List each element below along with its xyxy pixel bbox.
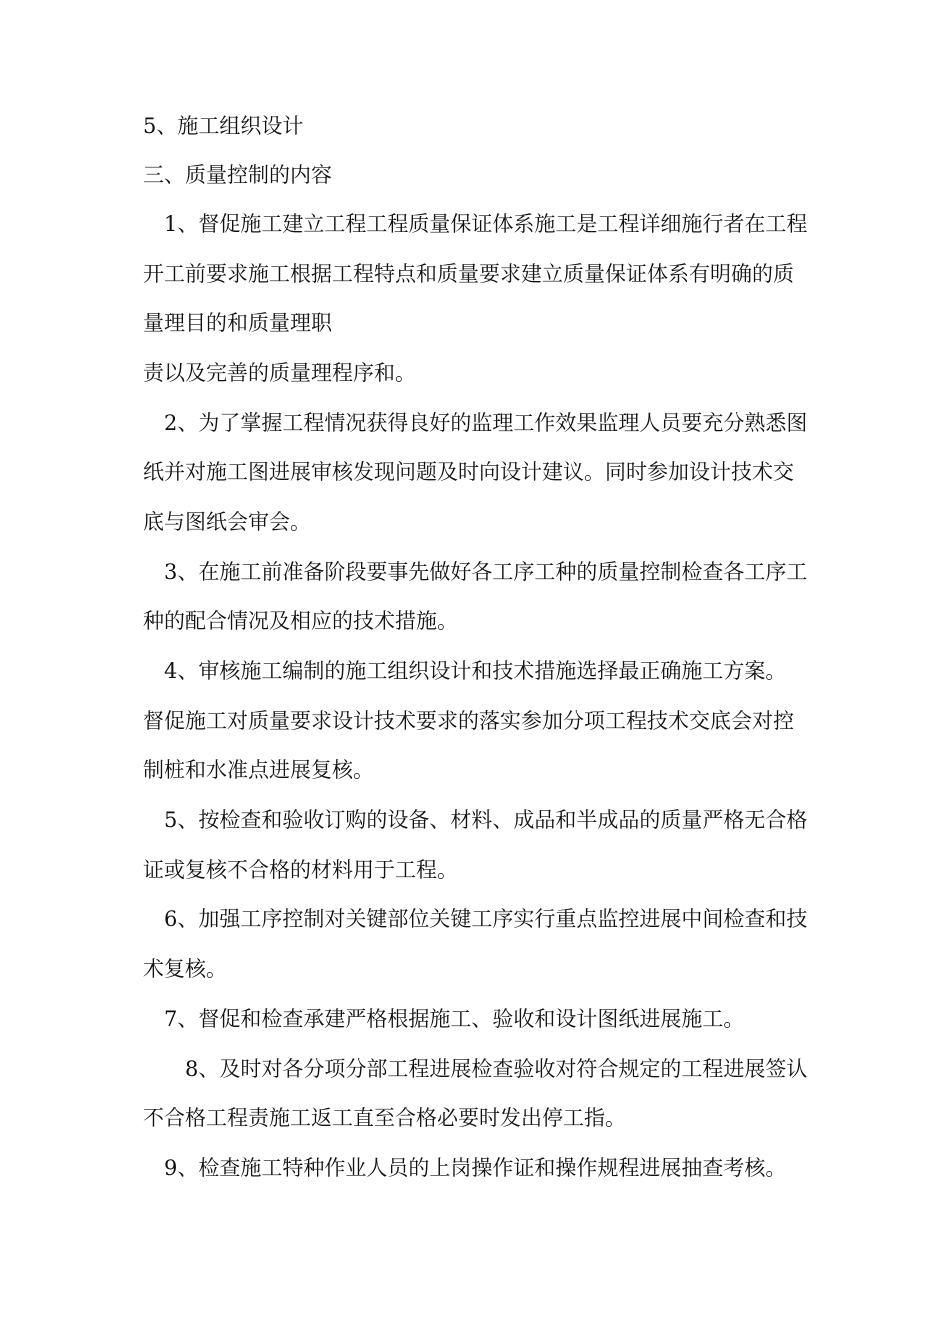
text-line: 3、在施工前准备阶段要事先做好各工序工种的质量控制检查各工序工 — [164, 560, 808, 584]
text-line: 5、按检查和验收订购的设备、材料、成品和半成品的质量严格无合格 — [164, 808, 808, 832]
text-line: 底与图纸会审会。 — [143, 510, 311, 534]
text-line: 种的配合情况及相应的技术措施。 — [143, 609, 458, 633]
text-line: 制桩和水准点进展复核。 — [143, 758, 374, 782]
text-line: 4、审核施工编制的施工组织设计和技术措施选择最正确施工方案。 — [164, 659, 787, 683]
text-line: 不合格工程责施工返工直至合格必要时发出停工指。 — [143, 1106, 626, 1130]
text-line: 开工前要求施工根据工程特点和质量要求建立质量保证体系有明确的质 — [143, 262, 794, 286]
text-line: 督促施工对质量要求设计技术要求的落实参加分项工程技术交底会对控 — [143, 709, 794, 733]
text-line: 量理目的和质量理职 — [143, 311, 332, 335]
section-heading: 三、质量控制的内容 — [143, 163, 332, 187]
text-line: 责以及完善的质量理程序和。 — [143, 361, 416, 385]
text-line: 7、督促和检查承建严格根据施工、验收和设计图纸进展施工。 — [164, 1007, 745, 1031]
text-line: 2、为了掌握工程情况获得良好的监理工作效果监理人员要充分熟悉图 — [164, 411, 808, 435]
text-line: 5、施工组织设计 — [143, 114, 304, 138]
text-line: 证或复核不合格的材料用于工程。 — [143, 858, 458, 882]
text-line: 6、加强工序控制对关键部位关键工序实行重点监控进展中间检查和技 — [164, 907, 808, 931]
text-line: 纸并对施工图进展审核发现问题及时向设计建议。同时参加设计技术交 — [143, 460, 794, 484]
text-line: 9、检查施工特种作业人员的上岗操作证和操作规程进展抽查考核。 — [164, 1156, 787, 1180]
text-line: 术复核。 — [143, 957, 227, 981]
text-line: 1、督促施工建立工程工程质量保证体系施工是工程详细施行者在工程 — [164, 212, 808, 236]
text-line: 8、及时对各分项分部工程进展检查验收对符合规定的工程进展签认 — [185, 1057, 808, 1081]
